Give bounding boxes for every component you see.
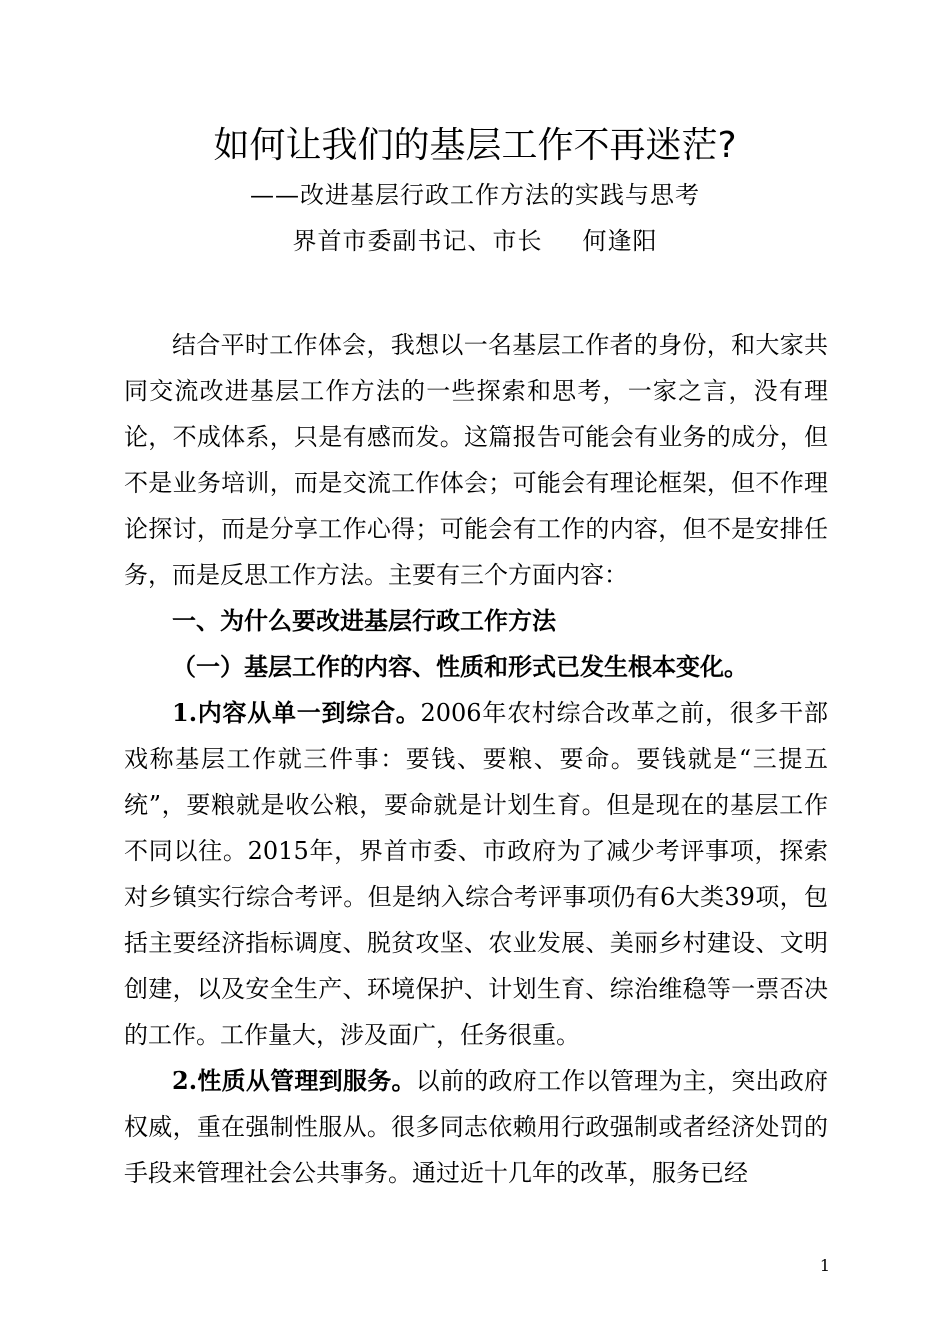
paragraph-point-1 [124,690,828,1058]
document-subtitle: ——改进基层行政工作方法的实践与思考 [250,181,700,209]
subsection-heading: （一）基层工作的内容、性质和形式已发生根本变化。 [172,652,748,681]
document-title: 如何让我们的基层工作不再迷茫? [213,125,737,166]
paragraph-point-2 [124,1058,828,1196]
section-heading: 一、为什么要改进基层行政工作方法 [172,606,556,635]
paragraph-text: 以前的政府工作以管理为主，突出政府权威，重在强制性服从。很多同志依赖用行政强制或者经济处罚的手段来管理社会公共事务。通过近十几年的改革，服务已经 [124,1067,829,1187]
paragraph-lead: 1.内容从单一到综合。 [172,698,421,727]
paragraph-intro [124,322,828,598]
author-name: 何逢阳 [582,227,658,255]
author-line [0,224,950,258]
paragraph-lead: 2.性质从管理到服务。 [172,1066,416,1095]
document-body [124,322,828,1196]
paragraph-text: 2006年农村综合改革之前，很多干部戏称基层工作就三件事：要钱、要粮、要命。要钱就是“三提五统”，要粮就是收公粮，要命就是计划生育。但是现在的基层工作不同以往。2015年，界首市委、市政府为了减少考评事项，探索对乡镇实行综合考评。但是纳入综合考评事项仍有6大类39项，包括主要经济指标调度、脱贫攻坚、农业发展、美丽乡村建设、文明创建，以及安全生产、环境保护、计划生育、综治维稳等一票否决的工作。工作量大，涉及面广，任务很重。 [124,699,828,1049]
author-role: 界首市委副书记、市长 [292,227,543,255]
page-number: 1 [819,1256,831,1275]
paragraph-text: 结合平时工作体会，我想以一名基层工作者的身份，和大家共同交流改进基层工作方法的一些探索和思考，一家之言，没有理论，不成体系，只是有感而发。这篇报告可能会有业务的成分，但不是业务培训，而是交流工作体会；可能会有理论框架，但不作理论探讨，而是分享工作心得；可能会有工作的内容，但不是安排任务，而是反思工作方法。主要有三个方面内容： [124,331,828,589]
